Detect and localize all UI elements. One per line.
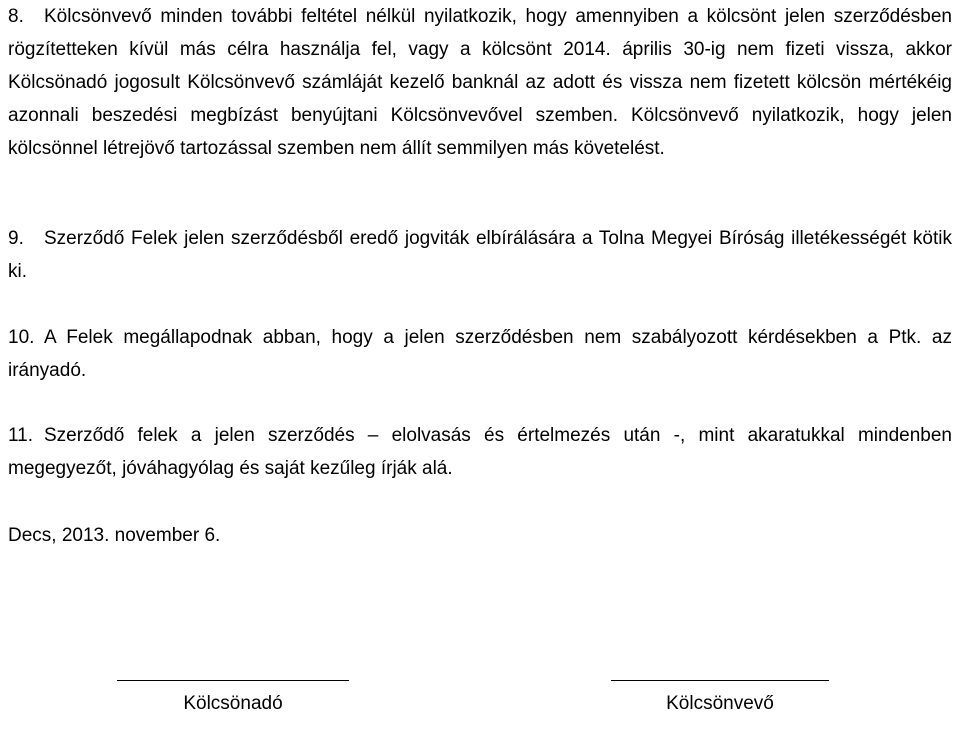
- clause-text: Kölcsönvevő minden további feltétel nélkül nyilatkozik, hogy amennyiben a kölcsönt jelen szerződésben rögzítetteken kívül más célra használja fel, vagy a kölcsönt 2014. április 30-ig nem fizeti vissza, akkor Kölcsönadó jogosult Kölcsönvevő számláját kezelő banknál az adott és vissza nem fizetett kölcsön mértékéig azonnali beszedési megbízást benyújtani Kölcsönvevővel szemben. Kölcsönvevő nyilatkozik, hogy jelen kölcsönnel létrejövő tartozással szemben nem állít semmilyen más követelést.: [8, 6, 952, 159]
- clause-number: 10.: [8, 327, 35, 348]
- clause-9: [8, 222, 952, 288]
- clause-number: 11.: [8, 425, 34, 446]
- signature-label: Kölcsönadó: [183, 693, 283, 714]
- clause-text: A Felek megállapodnak abban, hogy a jelen szerződésben nem szabályozott kérdésekben a Ptk. az irányadó.: [8, 327, 952, 381]
- clause-number: 9.: [8, 228, 24, 249]
- clause-10: [8, 321, 952, 387]
- clause-11: [8, 419, 952, 485]
- signature-line: [611, 680, 829, 681]
- clause-number: 8.: [8, 6, 24, 27]
- contract-date: Decs, 2013. november 6.: [8, 525, 221, 546]
- clause-text: Szerződő Felek jelen szerződésből eredő jogviták elbírálására a Tolna Megyei Bíróság illetékességét kötik ki.: [8, 228, 952, 282]
- signature-line: [117, 680, 349, 681]
- clause-text: Szerződő felek a jelen szerződés – elolvasás és értelmezés után -, mint akaratukkal mindenben megegyezőt, jóváhagyólag és saját kezűleg írják alá.: [8, 425, 952, 479]
- signature-lender: [113, 680, 353, 717]
- signature-borrower: [600, 680, 840, 717]
- signature-label: Kölcsönvevő: [666, 693, 774, 714]
- clause-8: [8, 0, 952, 165]
